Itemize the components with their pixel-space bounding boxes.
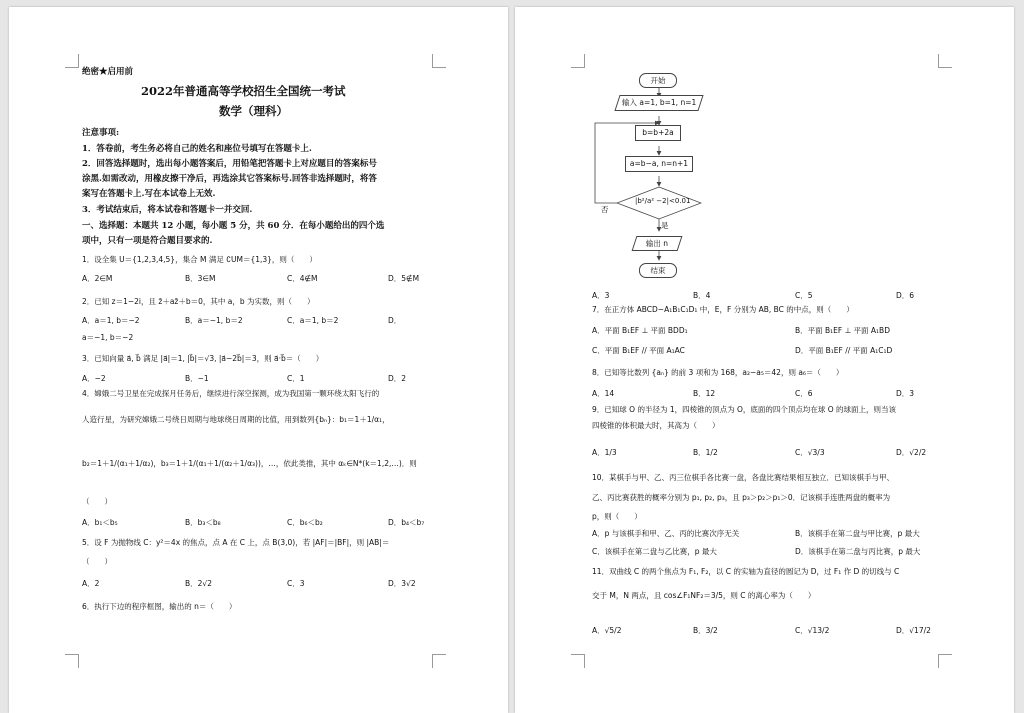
flow-input-label: 输入 a=1, b=1, n=1 bbox=[622, 98, 697, 107]
q2-option-c: C．a＝1, b＝2 bbox=[287, 316, 339, 325]
crop-mark bbox=[432, 54, 446, 68]
question-7: 7．在正方体 ABCD−A₁B₁C₁D₁ 中，E，F 分别为 AB, BC 的中点，则（ ） bbox=[592, 305, 854, 314]
question-11-cont: 交于 M，N 两点，且 cos∠F₁NF₂＝3/5，则 C 的离心率为（ ） bbox=[592, 591, 816, 600]
q6-option-b: B．4 bbox=[693, 291, 711, 300]
q8-option-b: B．12 bbox=[693, 389, 716, 398]
flow-end: 结束 bbox=[639, 263, 677, 278]
crop-mark bbox=[938, 654, 952, 668]
q3-option-b: B．−1 bbox=[185, 374, 209, 383]
flow-start: 开始 bbox=[639, 73, 677, 88]
q5-option-d: D．3√2 bbox=[388, 579, 416, 588]
question-4-paren: （ ） bbox=[82, 497, 112, 506]
q1-option-c: C．4∉M bbox=[287, 274, 318, 283]
q7-option-c: C．平面 B₁EF // 平面 A₁AC bbox=[592, 346, 685, 355]
question-4-cont: 人造行星，为研究嫦娥二号绕日周期与地球绕日周期的比值，用到数列{bₙ}：b₁＝1＋1/α₁， bbox=[82, 415, 390, 424]
q4-option-b: B．b₃＜b₈ bbox=[185, 518, 221, 527]
question-4-cont: b₂＝1＋1/(α₁＋1/α₂)，b₃＝1＋1/(α₁＋1/(α₂＋1/α₃))，…，依此类推，其中 αₖ∈N*(k＝1,2,…)．则 bbox=[82, 459, 417, 468]
q1-option-b: B．3∈M bbox=[185, 274, 216, 283]
secret-label: 绝密★启用前 bbox=[82, 67, 134, 77]
q2-option-a: A．a＝1, b＝−2 bbox=[82, 316, 140, 325]
q11-option-d: D．√17/2 bbox=[896, 626, 931, 635]
question-2: 2．已知 z＝1−2i，且 z̄＋az̄＋b＝0，其中 a，b 为实数，则（ ） bbox=[82, 297, 315, 306]
notice-heading: 注意事项: bbox=[82, 128, 120, 138]
q4-option-c: C．b₆＜b₂ bbox=[287, 518, 323, 527]
q3-option-a: A．−2 bbox=[82, 374, 106, 383]
notice-item-3: 3．考试结束后，将本试卷和答题卡一并交回. bbox=[82, 205, 253, 215]
notice-item-1: 1．答卷前，考生务必将自己的姓名和座位号填写在答题卡上. bbox=[82, 144, 312, 154]
question-4: 4．嫦娥二号卫星在完成探月任务后，继续进行深空探测，成为我国第一颗环绕太阳飞行的 bbox=[82, 389, 380, 398]
flow-step-1: b=b+2a bbox=[635, 125, 681, 141]
q6-option-a: A．3 bbox=[592, 291, 610, 300]
q5-option-b: B．2√2 bbox=[185, 579, 212, 588]
q3-option-d: D．2 bbox=[388, 374, 407, 383]
question-5-paren: （ ） bbox=[82, 557, 112, 566]
q10-option-d: D．该棋手在第二盘与丙比赛，p 最大 bbox=[795, 547, 921, 556]
question-3: 3．已知向量 a⃗, b⃗ 满足 |a⃗|＝1, |b⃗|＝√3, |a⃗−2b⃗|＝3，则 a⃗·b⃗＝（ ） bbox=[82, 354, 324, 363]
question-11: 11．双曲线 C 的两个焦点为 F₁, F₂，以 C 的实轴为直径的圆记为 D，过 F₁ 作 D 的切线与 C bbox=[592, 567, 900, 576]
question-6: 6．执行下边的程序框图，输出的 n＝（ ） bbox=[82, 602, 237, 611]
question-10-cont: p，则（ ） bbox=[592, 512, 642, 521]
crop-mark bbox=[65, 54, 79, 68]
q4-option-d: D．b₄＜b₇ bbox=[388, 518, 425, 527]
q5-option-a: A．2 bbox=[82, 579, 100, 588]
notice-item-2: 2．回答选择题时，选出每小题答案后，用铅笔把答题卡上对应题目的答案标号 bbox=[82, 159, 377, 169]
question-10-cont: 乙、丙比赛获胜的概率分别为 p₁, p₂, p₃，且 p₃＞p₂＞p₁＞0．记该棋手连胜两盘的概率为 bbox=[592, 493, 891, 502]
q1-option-d: D．5∉M bbox=[388, 274, 420, 283]
q2-option-b: B．a＝−1, b＝2 bbox=[185, 316, 243, 325]
q7-option-a: A．平面 B₁EF ⊥ 平面 BDD₁ bbox=[592, 326, 688, 335]
q2-option-d: D． bbox=[388, 316, 402, 325]
q8-option-c: C．6 bbox=[795, 389, 813, 398]
crop-mark bbox=[432, 654, 446, 668]
section-heading: 一、选择题：本题共 12 小题，每小题 5 分，共 60 分．在每小题给出的四个选 bbox=[82, 221, 385, 231]
flow-no-label: 否 bbox=[601, 205, 609, 214]
q5-option-c: C．3 bbox=[287, 579, 305, 588]
exam-subtitle: 数学（理科） bbox=[219, 104, 288, 118]
q7-option-d: D．平面 B₁EF // 平面 A₁C₁D bbox=[795, 346, 893, 355]
question-1: 1．设全集 U＝{1,2,3,4,5}，集合 M 满足 ∁UM＝{1,3}，则（ ） bbox=[82, 255, 317, 264]
flow-step-2: a=b−a, n=n+1 bbox=[625, 156, 693, 172]
flow-output bbox=[632, 236, 683, 251]
flow-condition-label: |b²/a² −2|<0.01 bbox=[635, 197, 691, 205]
q4-option-a: A．b₁＜b₅ bbox=[82, 518, 118, 527]
flow-yes-label: 是 bbox=[661, 221, 669, 230]
crop-mark bbox=[65, 654, 79, 668]
q8-option-a: A．14 bbox=[592, 389, 615, 398]
q10-option-a: A．p 与该棋手和甲、乙、丙的比赛次序无关 bbox=[592, 529, 740, 538]
question-5: 5．设 F 为抛物线 C：y²＝4x 的焦点，点 A 在 C 上，点 B(3,0)，若 |AF|＝|BF|，则 |AB|＝ bbox=[82, 538, 390, 547]
q10-option-b: B．该棋手在第二盘与甲比赛，p 最大 bbox=[795, 529, 920, 538]
q11-option-a: A．√5/2 bbox=[592, 626, 622, 635]
q9-option-b: B．1/2 bbox=[693, 448, 718, 457]
q9-option-a: A．1/3 bbox=[592, 448, 617, 457]
question-9: 9．已知球 O 的半径为 1，四棱锥的顶点为 O，底面的四个顶点均在球 O 的球面上，则当该 bbox=[592, 405, 897, 414]
notice-item-2-cont: 涂黑.如需改动，用橡皮擦干净后，再选涂其它答案标号.回答非选择题时，将答 bbox=[82, 174, 377, 184]
q6-option-c: C．5 bbox=[795, 291, 813, 300]
q11-option-c: C．√13/2 bbox=[795, 626, 830, 635]
section-heading-cont: 项中，只有一项是符合题目要求的. bbox=[82, 236, 213, 246]
q7-option-b: B．平面 B₁EF ⊥ 平面 A₁BD bbox=[795, 326, 890, 335]
q9-option-d: D．√2/2 bbox=[896, 448, 927, 457]
question-10: 10．某棋手与甲、乙、丙三位棋手各比赛一盘，各盘比赛结果相互独立．已知该棋手与甲、 bbox=[592, 473, 895, 482]
question-8: 8．已知等比数列 {aₙ} 的前 3 项和为 168，a₂−a₅＝42，则 a₆＝（ ） bbox=[592, 368, 844, 377]
q2-option-d-value: a＝−1, b＝−2 bbox=[82, 333, 134, 342]
q3-option-c: C．1 bbox=[287, 374, 305, 383]
crop-mark bbox=[571, 654, 585, 668]
q11-option-b: B．3/2 bbox=[693, 626, 718, 635]
document-page-left bbox=[9, 7, 508, 713]
exam-title: 2022年普通高等学校招生全国统一考试 bbox=[141, 84, 346, 98]
q6-option-d: D．6 bbox=[896, 291, 915, 300]
q10-option-c: C．该棋手在第二盘与乙比赛，p 最大 bbox=[592, 547, 717, 556]
question-9-cont: 四棱锥的体积最大时，其高为（ ） bbox=[592, 421, 720, 430]
flow-output-label: 输出 n bbox=[645, 239, 669, 248]
q9-option-c: C．√3/3 bbox=[795, 448, 825, 457]
crop-mark bbox=[938, 54, 952, 68]
document-page-right bbox=[515, 7, 1014, 713]
q1-option-a: A．2∈M bbox=[82, 274, 113, 283]
crop-mark bbox=[571, 54, 585, 68]
notice-item-2-cont: 案写在答题卡上.写在本试卷上无效. bbox=[82, 189, 216, 199]
q8-option-d: D．3 bbox=[896, 389, 915, 398]
flow-input bbox=[614, 95, 703, 111]
